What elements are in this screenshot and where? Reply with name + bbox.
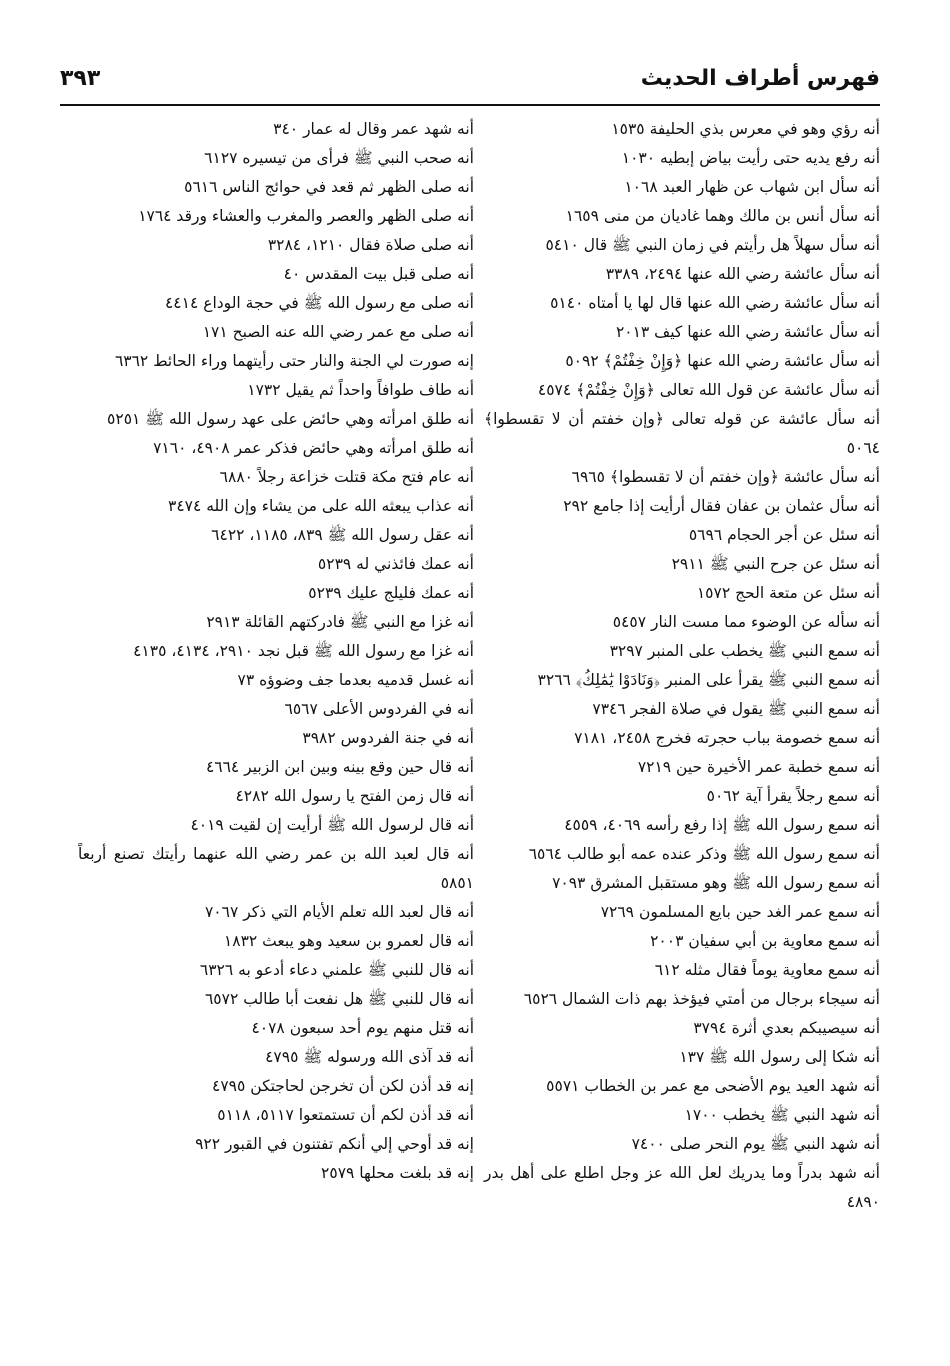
index-entry: أنه سأل عائشة رضي الله عنها قال لها يا أمتاه ٥١٤٠ <box>550 294 880 312</box>
index-entry: أنه سمع رسول الله ﷺ إذا رفع رأسه ٤٠٦٩، ٤٥٥٩ <box>564 816 880 834</box>
index-entry: أنه سمع رسول الله ﷺ وهو مستقبل المشرق ٧٠٩٣ <box>552 874 880 892</box>
index-entry: أنه سئل عن أجر الحجام ٥٦٩٦ <box>688 526 880 544</box>
index-entry: أنه سأل عائشة رضي الله عنها كيف ٢٠١٣ <box>615 323 880 341</box>
index-entry: أنه غزا مع رسول الله ﷺ قبل نجد ٢٩١٠، ٤١٣٤، ٤١٣٥ <box>133 642 474 660</box>
index-entry: أنه عام فتح مكة قتلت خزاعة رجلاً ٦٨٨٠ <box>219 468 474 486</box>
index-entry: أنه قال للنبي ﷺ علمني دعاء أدعو به ٦٣٢٦ <box>199 961 474 979</box>
index-entry: أنه صحب النبي ﷺ فرأى من تيسيره ٦١٢٧ <box>204 149 474 167</box>
index-entry: أنه رؤي وهو في معرس بذي الحليفة ١٥٣٥ <box>611 120 880 138</box>
index-entry: إنه صورت لي الجنة والنار حتى رأيتهما وراء الحائط ٦٣٦٢ <box>114 352 474 370</box>
page-number: ٣٩٣ <box>60 65 101 91</box>
index-entry: أنه طاف طوافاً واحداً ثم يقيل ١٧٣٢ <box>247 381 474 399</box>
index-entry: أنه سأل عائشة رضي الله عنها ٢٤٩٤، ٣٣٨٩ <box>605 265 880 283</box>
index-entry: أنه سأل سهلاً هل رأيتم في زمان النبي ﷺ قال ٥٤١٠ <box>545 236 880 254</box>
index-entry: أنه سمع خطبة عمر الأخيرة حين ٧٢١٩ <box>637 758 880 776</box>
index-entry: أنه صلى الظهر ثم قعد في حوائج الناس ٥٦١٦ <box>184 178 474 196</box>
index-entry: أنه صلى مع عمر رضي الله عنه الصبح ١٧١ <box>202 323 474 341</box>
index-entry: أنه سأل عائشة عن قول الله تعالى ﴿وَإِنْ خِفْتُمْ﴾ ٤٥٧٤ <box>537 381 880 399</box>
index-entry: أنه صلى الظهر والعصر والمغرب والعشاء ورقد ١٧٦٤ <box>138 207 474 225</box>
page-header <box>60 58 880 98</box>
index-entry: أنه طلق امرأته وهي حائض فذكر عمر ٤٩٠٨، ٧١٦٠ <box>153 439 474 457</box>
index-entry: أنه شهد النبي ﷺ يوم النحر صلى ٧٤٠٠ <box>631 1135 880 1153</box>
index-entry: أنه قال لعبد الله تعلم الأيام التي ذكر ٧٠٦٧ <box>204 903 474 921</box>
index-entry: أنه سأل ابن شهاب عن ظهار العبد ١٠٦٨ <box>624 178 880 196</box>
index-entry: أنه عذاب يبعثه الله على من يشاء وإن الله ٣٤٧٤ <box>168 497 474 515</box>
index-entry: أنه سئل عن متعة الحج ١٥٧٢ <box>696 584 880 602</box>
index-entry: أنه طلق امرأته وهي حائض على عهد رسول الله ﷺ ٥٢٥١ <box>107 410 474 428</box>
index-entry: أنه سئل عن جرح النبي ﷺ ٢٩١١ <box>671 555 880 573</box>
index-entry: أنه قال للنبي ﷺ هل نفعت أبا طالب ٦٥٧٢ <box>204 990 474 1008</box>
index-entry: إنه قد بلغت محلها ٢٥٧٩ <box>321 1164 474 1182</box>
index-entry: أنه في جنة الفردوس ٣٩٨٢ <box>302 729 474 747</box>
index-entry: أنه سأل عثمان بن عفان فقال أرأيت إذا جامع ٢٩٢ <box>563 497 880 515</box>
index-entry: أنه سمع معاوية يوماً فقال مثله ٦١٢ <box>654 961 880 979</box>
index-entry: إنه قد أوحي إلي أنكم تفتنون في القبور ٩٢٢ <box>195 1135 474 1153</box>
index-entry: أنه سأله عن الوضوء مما مست النار ٥٤٥٧ <box>612 613 880 631</box>
index-entry: أنه صلى قبل بيت المقدس ٤٠ <box>283 265 474 283</box>
index-entry: أنه قال زمن الفتح يا رسول الله ٤٢٨٢ <box>235 787 474 805</box>
right-column <box>484 115 880 1217</box>
index-entry: أنه شهد النبي ﷺ يخطب ١٧٠٠ <box>684 1106 880 1124</box>
index-entry: أنه عمك فائذني له ٥٢٣٩ <box>317 555 474 573</box>
index-entry: أنه قال حين وقع بينه وبين ابن الزبير ٤٦٦٤ <box>205 758 474 776</box>
index-entry: أنه سمع معاوية بن أبي سفيان ٢٠٠٣ <box>650 932 880 950</box>
index-entry: أنه سمع رسول الله ﷺ وذكر عنده عمه أبو طالب ٦٥٦٤ <box>528 845 880 863</box>
index-entry: أنه سأل عائشة رضي الله عنها ﴿وَإِنْ خِفْتُمْ﴾ ٥٠٩٢ <box>565 352 880 370</box>
index-entry: إنه قد أذن لكن أن تخرجن لحاجتكن ٤٧٩٥ <box>212 1077 474 1095</box>
index-entry: أنه قد أذن لكم أن تستمتعوا ٥١١٧، ٥١١٨ <box>217 1106 474 1124</box>
index-entry: أنه شهد العيد يوم الأضحى مع عمر بن الخطاب ٥٥٧١ <box>546 1077 880 1095</box>
index-entry: أنه شكا إلى رسول الله ﷺ ١٣٧ <box>679 1048 880 1066</box>
index-entry: أنه سمع النبي ﷺ يقول في صلاة الفجر ٧٣٤٦ <box>592 700 880 718</box>
index-entry: أنه عمك فليلج عليك ٥٢٣٩ <box>308 584 474 602</box>
index-entry: أنه قال لعبد الله بن عمر رضي الله عنهما رأيتك تصنع أربعاً ٥٨٥١ <box>78 845 474 892</box>
index-entry: أنه قال لعمرو بن سعيد وهو يبعث ١٨٣٢ <box>223 932 474 950</box>
page-title: فهرس أطراف الحديث <box>640 65 880 91</box>
index-entry: أنه في الفردوس الأعلى ٦٥٦٧ <box>284 700 474 718</box>
index-entry: أنه سمع النبي ﷺ يقرأ على المنبر ﴿وَنَادَوْا يَٰمَٰلِكُ﴾ ٣٢٦٦ <box>537 671 880 689</box>
header-divider <box>60 104 880 106</box>
left-column <box>78 115 474 1188</box>
index-entry: أنه قال لرسول الله ﷺ أرأيت إن لقيت ٤٠١٩ <box>190 816 474 834</box>
index-entry: أنه سمع خصومة بباب حجرته فخرج ٢٤٥٨، ٧١٨١ <box>574 729 880 747</box>
index-entry: أنه غزا مع النبي ﷺ فادركتهم القائلة ٢٩١٣ <box>206 613 474 631</box>
index-entry: أنه قد آذى الله ورسوله ﷺ ٤٧٩٥ <box>265 1048 474 1066</box>
index-entry: أنه عقل رسول الله ﷺ ٨٣٩، ١١٨٥، ٦٤٢٢ <box>211 526 474 544</box>
index-entry: أنه سيصيبكم بعدي أثرة ٣٧٩٤ <box>693 1019 880 1037</box>
index-entry: أنه شهد بدراً وما يدريك لعل الله عز وجل اطلع على أهل بدر ٤٨٩٠ <box>484 1164 880 1211</box>
index-entry: أنه شهد عمر وقال له عمار ٣٤٠ <box>273 120 474 138</box>
index-entry: أنه صلى صلاة فقال ١٢١٠، ٣٢٨٤ <box>267 236 474 254</box>
index-entry: أنه سمع النبي ﷺ يخطب على المنبر ٣٢٩٧ <box>609 642 880 660</box>
index-entry: أنه سأل عائشة ﴿وإن خفتم أن لا تقسطوا﴾ ٦٩٦٥ <box>571 468 880 486</box>
index-entry: أنه غسل قدميه بعدما جف وضوؤه ٧٣ <box>237 671 474 689</box>
index-entry: أنه سأل عائشة عن قوله تعالى ﴿وإن خفتم أن لا تقسطوا﴾ ٥٠٦٤ <box>484 410 880 457</box>
index-entry: أنه سمع عمر الغد حين بايع المسلمون ٧٢٦٩ <box>600 903 880 921</box>
index-entry: أنه سمع رجلاً يقرأ آية ٥٠٦٢ <box>706 787 880 805</box>
index-entry: أنه صلى مع رسول الله ﷺ في حجة الوداع ٤٤١٤ <box>164 294 474 312</box>
index-entry: أنه سأل أنس بن مالك وهما غاديان من منى ١٦٥٩ <box>565 207 880 225</box>
index-entry: أنه سيجاء برجال من أمتي فيؤخذ بهم ذات الشمال ٦٥٢٦ <box>523 990 880 1008</box>
index-entry: أنه قتل منهم يوم أحد سبعون ٤٠٧٨ <box>251 1019 474 1037</box>
index-entry: أنه رفع يديه حتى رأيت بياض إبطيه ١٠٣٠ <box>621 149 880 167</box>
